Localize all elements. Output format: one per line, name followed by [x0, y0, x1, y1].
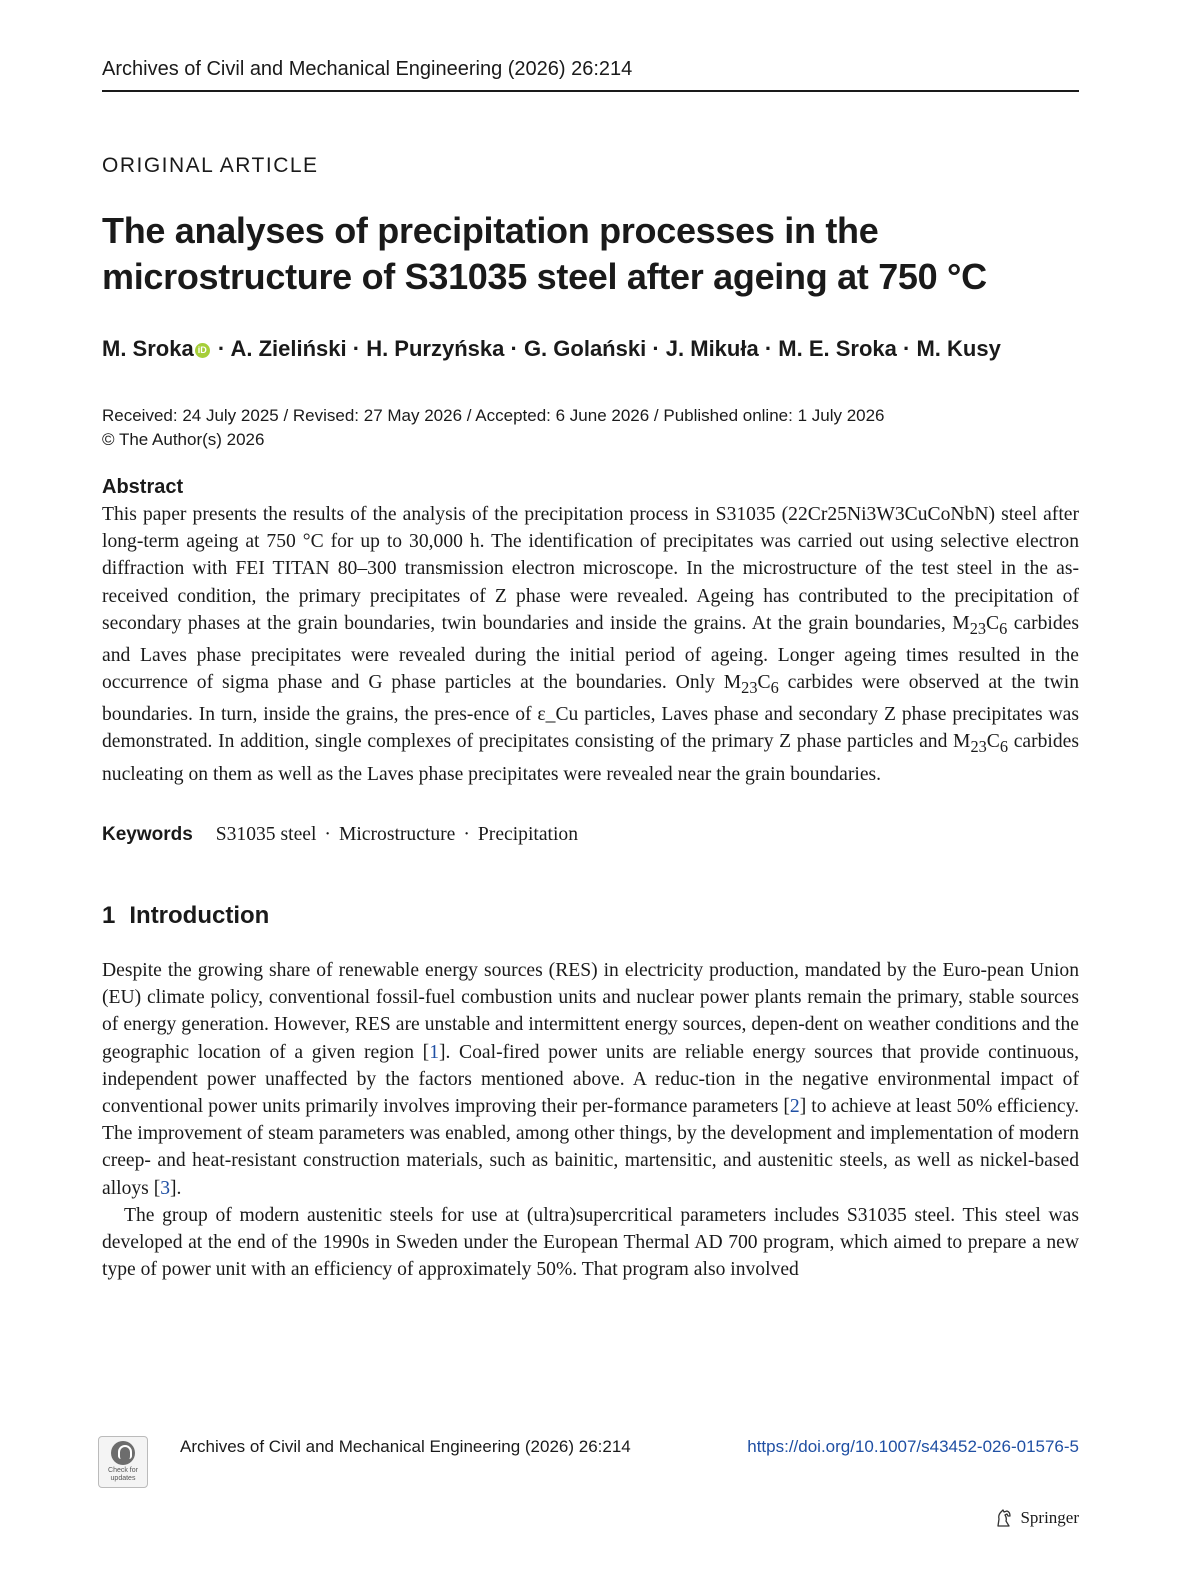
- abstract-segment: carbides nucleating on them as well as the Laves phase precipitates were revealed near the grain boundaries.: [102, 731, 1079, 785]
- formula-subscript: 23: [970, 737, 987, 757]
- author-separator: ·: [652, 336, 660, 361]
- author-name[interactable]: M. E. Sroka: [778, 336, 897, 361]
- author-separator: ·: [217, 336, 226, 361]
- author-name[interactable]: H. Purzyńska: [366, 336, 505, 361]
- springer-horse-icon: [994, 1508, 1014, 1528]
- check-for-updates-badge[interactable]: [98, 1436, 148, 1488]
- formula-subscript: 23: [741, 678, 758, 698]
- formula-element: C: [757, 672, 771, 694]
- header-rule: [102, 90, 1079, 92]
- formula-subscript: 6: [770, 678, 779, 698]
- abstract-segment: This paper presents the results of the analysis of the precipitation process in S31035 (22Cr25Ni3W3CuCoNbN) steel after long-term ageing at 750 °C for up to 30,000 h. The identification of precipitates was carried out using selective electron diffraction with FEI TITAN 80–300 transmission electron microscope. In the microstructure of the test steel in the as-received condition, the primary precipitates of Z phase were revealed. Ageing has contributed to the precipitation of secondary phases at the grain boundaries, twin boundaries and inside the grains. At the grain boundaries, M: [102, 504, 1079, 634]
- author-list: [102, 336, 1001, 362]
- author-separator: ·: [764, 336, 773, 361]
- section-heading-introduction: [102, 902, 269, 930]
- keywords: [102, 824, 578, 846]
- formula-subscript: 23: [969, 618, 987, 638]
- publication-dates: Received: 24 July 2025 / Revised: 27 May 2026 / Accepted: 6 June 2026 / Published online: 1 July 2026: [102, 406, 885, 425]
- paragraph-segment: Despite the growing share of renewable energy sources (RES) in electricity production, mandated by the Euro-pean Union (EU) climate policy, conventional fossil-fuel combustion units and nuclear power plants remain the primary, stable sources of energy generation. However, RES are unstable and intermittent energy sources, depen-dent on weather conditions and the geographic location of a given region [: [102, 960, 1079, 1063]
- author-separator: ·: [903, 336, 911, 361]
- article-history: [102, 404, 885, 452]
- keyword[interactable]: Precipitation: [477, 824, 579, 845]
- formula-subscript: 6: [999, 618, 1008, 638]
- author-name[interactable]: M. Kusy: [916, 336, 1001, 361]
- keyword-separator: ·: [463, 824, 470, 845]
- citation-link[interactable]: 2: [789, 1096, 800, 1118]
- title-line-1: The analyses of precipitation processes in the: [102, 210, 879, 251]
- running-head: Archives of Civil and Mechanical Engineering (2026) 26:214: [102, 58, 633, 80]
- publisher-logo: [994, 1508, 1079, 1528]
- paragraph: [102, 957, 1079, 1202]
- abstract-segment: carbides were observed at the twin boundaries. In turn, inside the grains, the pres-ence of ε_Cu particles, Laves phase and secondary Z phase precipitates was demonstrated. In addition, single complexes of precipitates consisting of the primary Z phase particles and M: [102, 672, 1079, 753]
- author-name[interactable]: A. Zieliński: [230, 336, 347, 361]
- section-title: Introduction: [129, 902, 270, 929]
- check-for-updates-line: updates: [110, 1475, 136, 1482]
- article-title: [102, 208, 1082, 300]
- keyword[interactable]: S31035 steel: [215, 824, 317, 845]
- abstract-segment: carbides and Laves phase precipitates were revealed during the initial period of ageing. Longer ageing times resulted in the occurrence of sigma phase and G phase particles at the boundaries. Only M: [102, 612, 1079, 694]
- title-line-2: microstructure of S31035 steel after ageing at 750 °C: [102, 256, 987, 297]
- paragraph-segment: ].: [170, 1177, 182, 1199]
- formula-element: C: [986, 731, 1000, 753]
- abstract-text: [102, 501, 1079, 788]
- abstract-heading: Abstract: [102, 476, 184, 498]
- author-separator: ·: [352, 336, 361, 361]
- citation-link[interactable]: 1: [429, 1041, 439, 1063]
- formula-element: C: [986, 612, 1000, 634]
- paragraph-segment: ]. Coal-fired power units are reliable energy sources that provide continuous, independent power unaffected by the factors mentioned above. A reduc-tion in the negative environmental impact of conventional power units primarily involves improving their per-formance parameters [: [102, 1041, 1079, 1118]
- paragraph-segment: ] to achieve at least 50% efficiency. The improvement of steam parameters was enabled, among other things, by the development and implementation of modern creep- and heat-resistant construction materials, such as bainitic, martensitic, and austenitic steels, as well as nickel-based alloys [: [102, 1096, 1079, 1199]
- introduction-body: [102, 957, 1079, 1283]
- copyright-notice: © The Author(s) 2026: [102, 430, 265, 449]
- author-separator: ·: [510, 336, 518, 361]
- footer-journal: Archives of Civil and Mechanical Engineering (2026) 26:214: [180, 1437, 631, 1456]
- check-for-updates-line: Check for: [108, 1467, 138, 1474]
- crossmark-icon: [111, 1441, 135, 1465]
- author-name[interactable]: M. Sroka: [102, 336, 194, 361]
- keyword[interactable]: Microstructure: [338, 824, 456, 845]
- orcid-icon[interactable]: iD: [195, 343, 210, 358]
- publisher-name: Springer: [1020, 1508, 1079, 1527]
- author-name[interactable]: G. Golański: [523, 336, 647, 361]
- citation-link[interactable]: 3: [160, 1177, 171, 1199]
- keywords-label: Keywords: [102, 824, 193, 845]
- author-name[interactable]: J. Mikuła: [665, 336, 759, 361]
- keyword-separator: ·: [324, 824, 331, 845]
- formula-subscript: 6: [999, 737, 1009, 757]
- section-number: 1: [102, 902, 116, 929]
- check-for-updates-label: [99, 1467, 147, 1483]
- paragraph: The group of modern austenitic steels for use at (ultra)supercritical parameters includes S31035 steel. This steel was developed at the end of the 1990s in Sweden under the European Thermal AD 700 program, which aimed to prepare a new type of power unit with an efficiency of approximately 50%. That program also involved: [102, 1204, 1079, 1281]
- article-type: ORIGINAL ARTICLE: [102, 154, 319, 177]
- doi-link[interactable]: https://doi.org/10.1007/s43452-026-01576-5: [747, 1437, 1079, 1456]
